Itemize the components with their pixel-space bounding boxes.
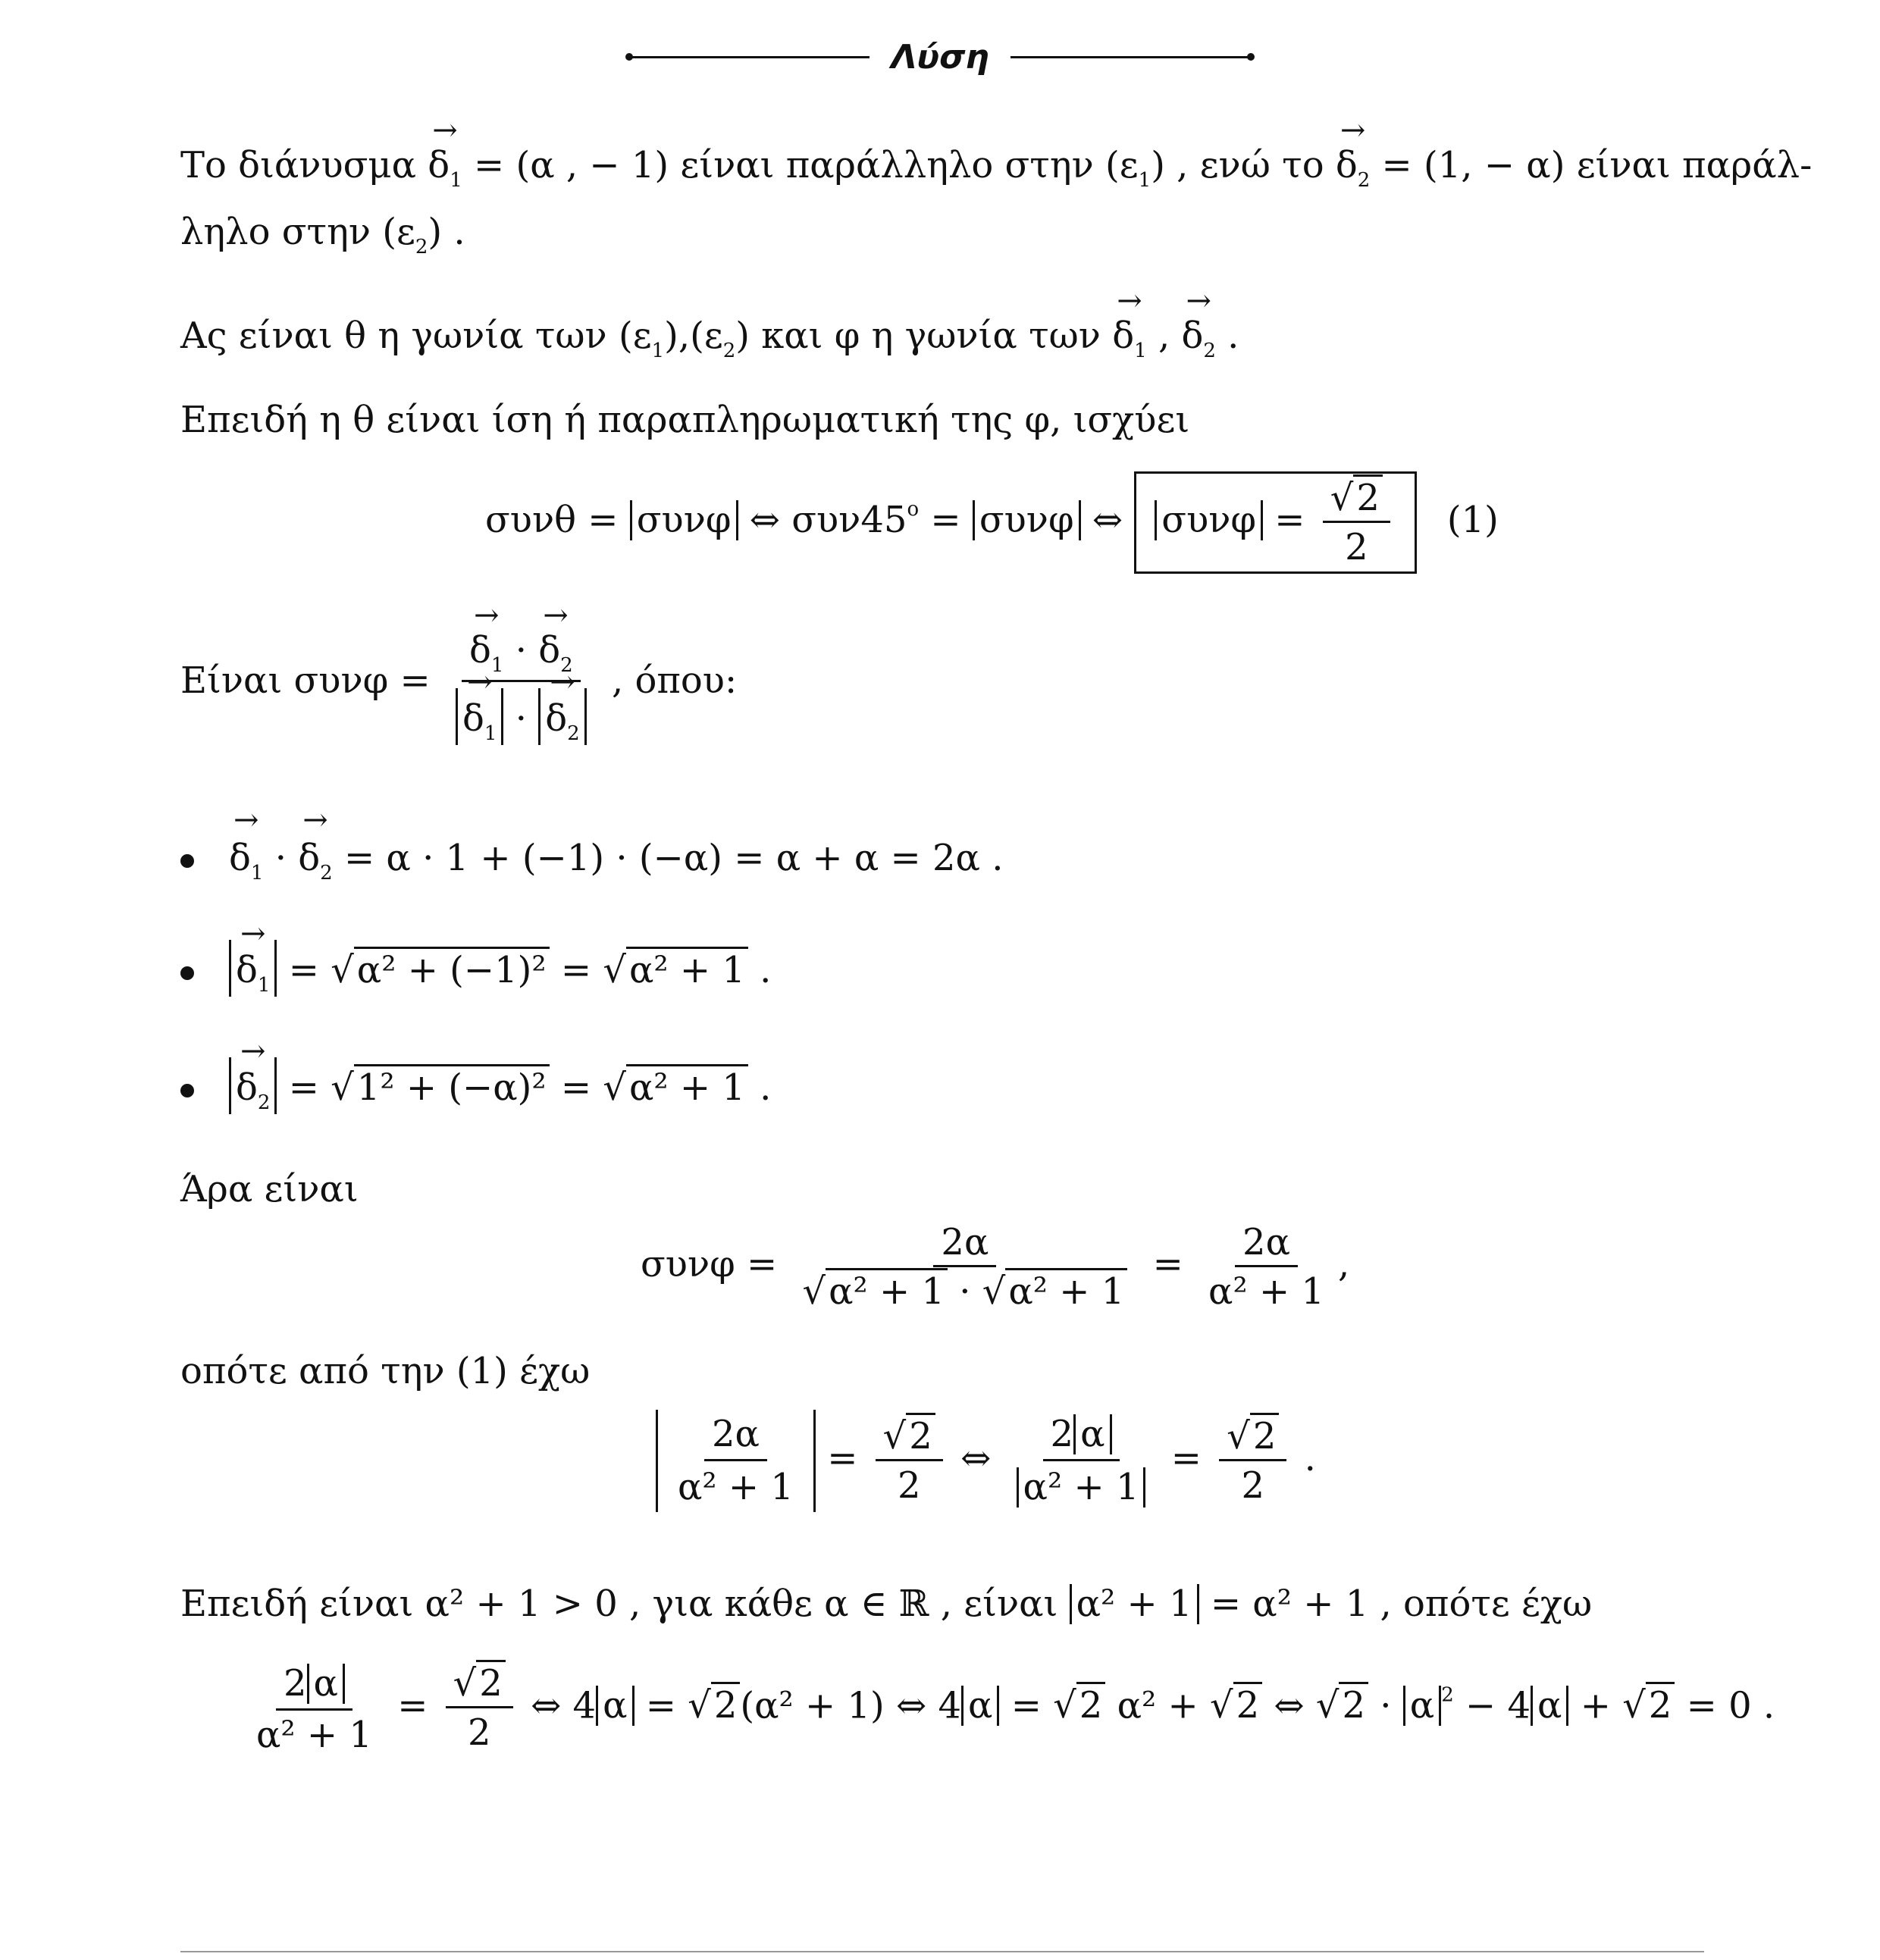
abs-value: συνφ: [1155, 500, 1263, 540]
vector-delta-1: → $\delta_1$: [1112, 307, 1146, 361]
text: ληλο στην (ε: [180, 211, 415, 253]
equation-cos: συνφ = $\frac{2\alpha}{\text{√α² + 1 · √α² + 1}}$ = $\frac{2\alpha}{\text{α² + 1}}$ ,: [641, 1221, 1350, 1313]
paragraph-angles: [180, 307, 1239, 361]
footer-rule: [180, 1951, 1704, 1952]
vector-delta-2: → $\delta_2$: [1336, 136, 1370, 190]
text: ,: [1146, 315, 1182, 357]
text: ⇔: [1080, 499, 1135, 541]
text: ⇔ συν45: [738, 499, 907, 541]
paragraph-vectors-cont: [180, 211, 465, 258]
text: = (α , − 1) είναι παράλληλο στην (ε: [462, 144, 1139, 186]
vector-delta-1: → $\delta_1$: [428, 136, 462, 190]
text: .: [1215, 315, 1239, 357]
abs-value: α² + 1: [1070, 1584, 1199, 1624]
abs-value: συνφ: [630, 500, 738, 540]
equation-abs: $\frac{2\alpha}{\text{α² + 1}}$ = $\frac{√2}{2}$ ⇔ $\frac{2 \alpha}{\text{α² + 1}}$ = $\frac{√2}{2}$ .: [656, 1410, 1316, 1512]
bullet-icon: [180, 966, 194, 980]
paragraph-vectors: [180, 136, 1812, 190]
text: Ας είναι θ η γωνία των (ε: [180, 315, 652, 357]
text: ) και φ η γωνία των: [735, 315, 1113, 357]
fraction: $\frac{2\alpha}{\text{√α² + 1 · √α² + 1}}$: [794, 1224, 1135, 1310]
text: ) , ενώ το: [1151, 144, 1336, 186]
equation-final: $\frac{2 \alpha}{\text{α² + 1}}$ = $\frac{√2}{2}$ ⇔ 4 α = √2(α² + 1) ⇔ 4 α = √2 α² + √2 ⇔ √2 · α $^2$ − 4 α + √2 = 0 .: [243, 1664, 1775, 1753]
paragraph-from-1: οπότε από την (1) έχω: [180, 1350, 591, 1392]
abs-value: συνφ: [973, 500, 1081, 540]
fraction: $\frac{√2}{2}$: [1323, 480, 1390, 565]
fraction-cos: → $\delta_1$ · → $\delta_2$ → $\delta_1$ · → $\delta_2$: [448, 622, 594, 745]
solution-header: [629, 30, 1251, 83]
subscript: 2: [415, 236, 428, 258]
text: συνθ =: [485, 499, 630, 541]
text: , όπου:: [600, 659, 738, 702]
equation-1: [485, 471, 1499, 574]
text: ) .: [428, 211, 465, 253]
subscript: 1: [1138, 169, 1152, 192]
sqrt: √1² + (−α)²: [331, 1066, 549, 1109]
fraction: $\frac{2\alpha}{\text{α² + 1}}$: [1208, 1221, 1324, 1313]
paragraph-cos-def: [180, 622, 737, 745]
paragraph-claim: Επειδή η θ είναι ίση ή παραπληρωματική της φ, ισχύει: [180, 399, 1190, 441]
text: Το διάνυσμα: [180, 144, 428, 186]
bullet-icon: [180, 1084, 194, 1097]
text: ),(ε: [664, 315, 723, 357]
bullet-dot-product: → $\delta_1$ · → $\delta_2 = \alpha \cdot 1 + (-1) \cdot (-\alpha) = \alpha + \alpha = 2\alpha$ .: [180, 826, 1003, 885]
subscript: 1: [651, 340, 665, 362]
paragraph-therefore: Άρα είναι: [180, 1168, 359, 1210]
sqrt: √α² + 1: [603, 949, 748, 991]
header-title: Λύση: [891, 37, 989, 77]
text: =: [919, 499, 973, 541]
text: = (1, − α) είναι παράλ-: [1370, 144, 1813, 186]
degree: ο: [907, 498, 920, 521]
equation-tag: (1): [1446, 499, 1499, 541]
fraction: $\frac{2 \alpha}{\text{α² + 1}}$: [256, 1662, 372, 1756]
paragraph-positive: Επειδή είναι α² + 1 > 0 , για κάθε α ∈ ℝ , είναι α² + 1 = α² + 1 , οπότε έχω: [180, 1583, 1593, 1625]
bullet-norm-2: → $\delta_2 = √1^2 + (-\alpha)^2 = √\alpha^2 + 1$ .: [180, 1057, 771, 1114]
bullet-norm-1: → $\delta_1 = √\alpha^2 + (-1)^2 = √\alpha^2 + 1$ .: [180, 940, 771, 997]
text: Είναι συνφ =: [180, 659, 442, 702]
header-rule-right: [1010, 56, 1251, 58]
sqrt: √α² + (−1)²: [331, 949, 549, 991]
sqrt: √α² + 1: [603, 1066, 748, 1109]
subscript: 2: [722, 340, 736, 362]
text: = α · 1 + (−1) · (−α) = α + α = 2α .: [332, 837, 1004, 879]
vector-delta-2: → $\delta_2$: [1181, 307, 1215, 361]
header-rule-left: [629, 56, 870, 58]
bullet-icon: [180, 854, 194, 868]
boxed-result: συνφ = $\frac{√2}{2}$: [1134, 471, 1417, 574]
